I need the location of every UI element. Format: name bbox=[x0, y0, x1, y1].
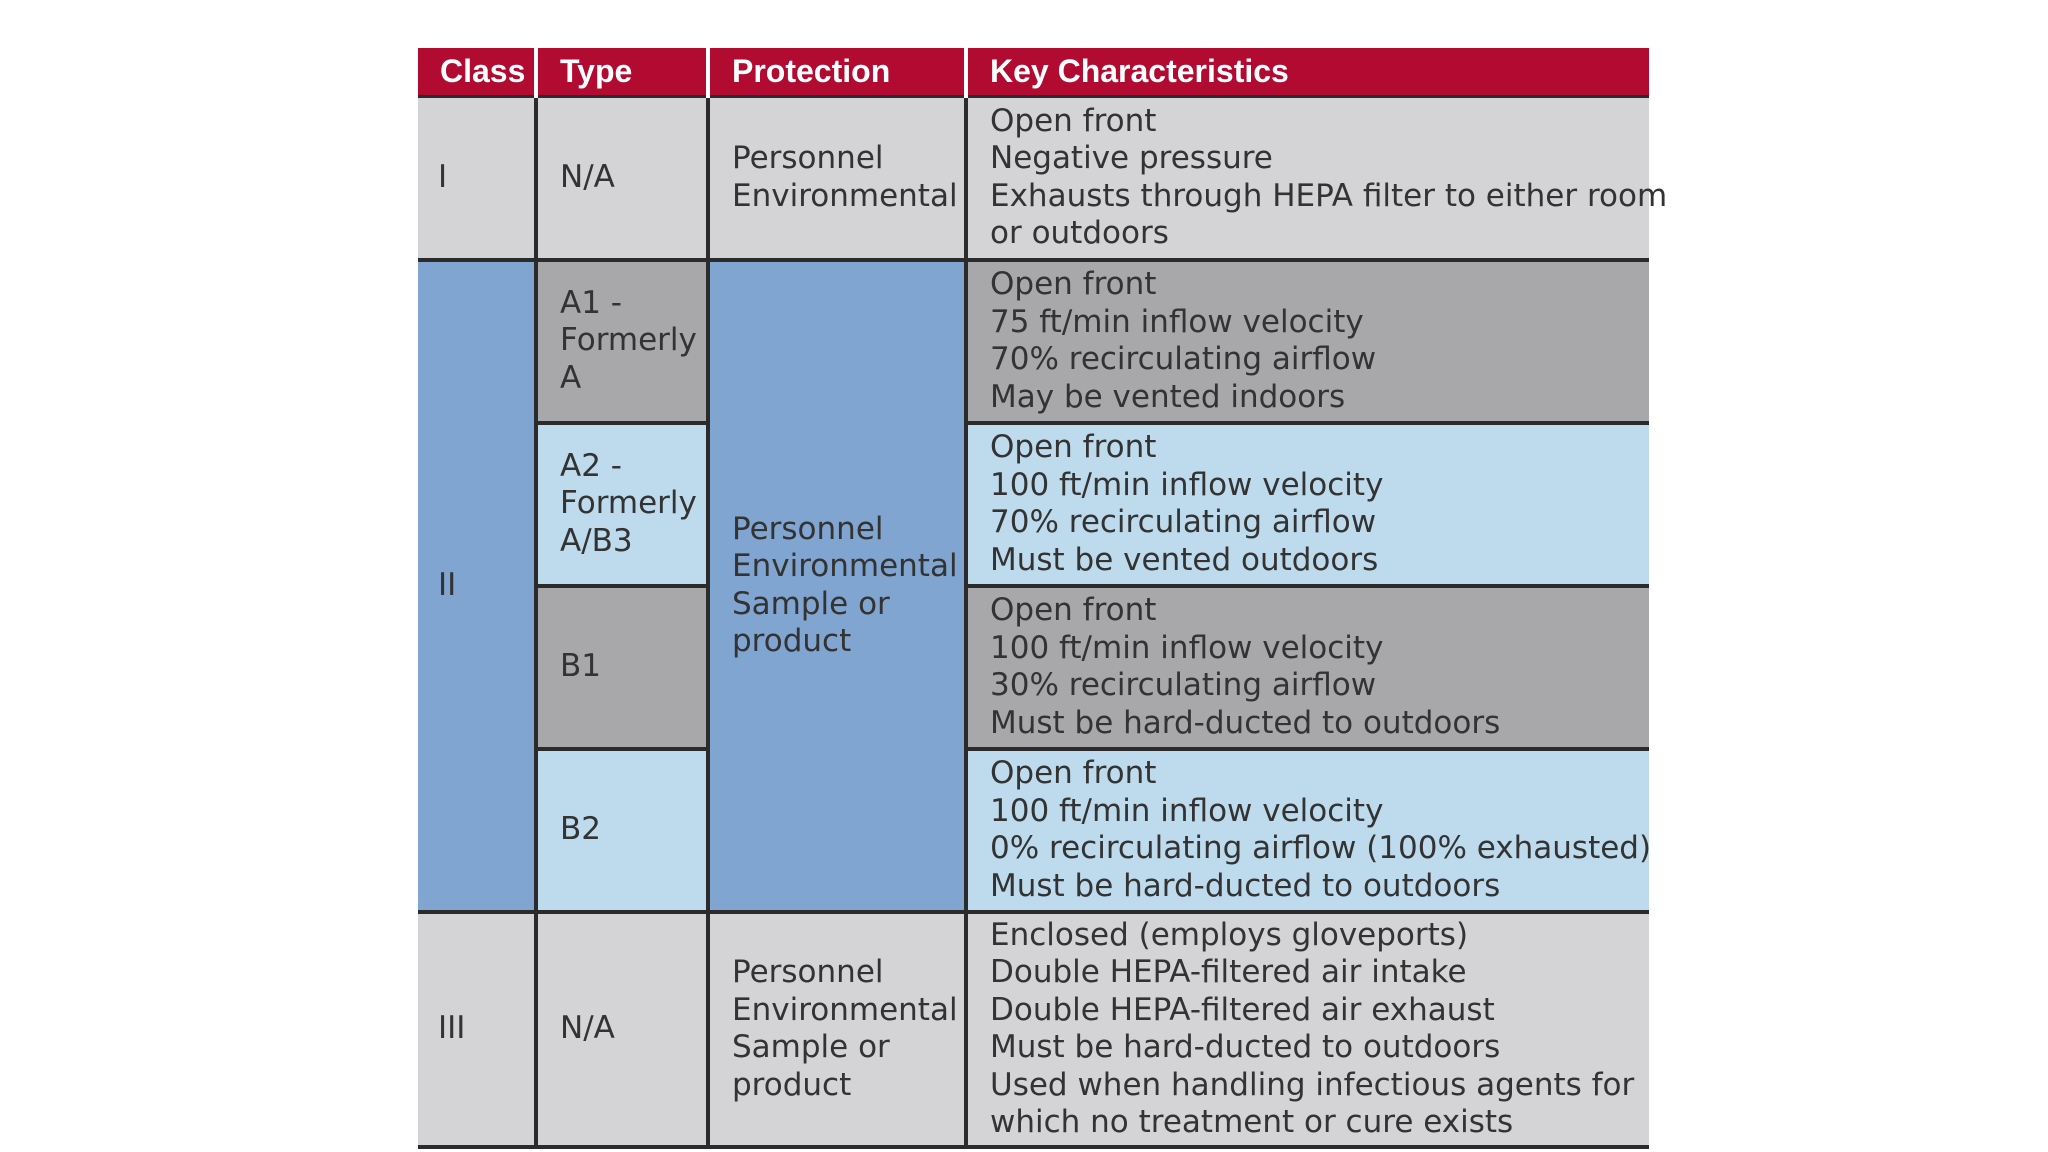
protection-cell: Personnel Environmental Sample or product bbox=[708, 260, 966, 912]
header-type: Type bbox=[536, 48, 708, 97]
type-cell: B1 bbox=[536, 586, 708, 749]
protection-cell: Personnel Environmental Sample or product bbox=[708, 912, 966, 1147]
class-label: I bbox=[438, 159, 448, 195]
header-row bbox=[418, 48, 1649, 97]
type-cell: N/A bbox=[536, 97, 708, 260]
header-key-characteristics: Key Characteristics bbox=[966, 48, 1649, 97]
header-class: Class bbox=[418, 48, 536, 97]
characteristics-cell: Open front Negative pressure Exhausts through HEPA filter to either room or outdoors bbox=[966, 97, 1649, 260]
characteristics-cell: Open front 100 ft/min inflow velocity 30% recirculating airflow Must be hard-ducted to outdoors bbox=[966, 586, 1649, 749]
header-protection: Protection bbox=[708, 48, 966, 97]
class-cell bbox=[418, 912, 536, 1147]
class-cell bbox=[418, 97, 536, 260]
class-cell bbox=[418, 260, 536, 912]
protection-cell: Personnel Environmental bbox=[708, 97, 966, 260]
class-label: III bbox=[438, 1010, 466, 1047]
type-cell: A2 - Formerly A/B3 bbox=[536, 423, 708, 586]
table-row bbox=[418, 97, 1649, 260]
type-cell: B2 bbox=[536, 749, 708, 912]
characteristics-cell: Open front 100 ft/min inflow velocity 0% recirculating airflow (100% exhausted) Must be hard-ducted to outdoors bbox=[966, 749, 1649, 912]
characteristics-cell: Open front 100 ft/min inflow velocity 70% recirculating airflow Must be vented outdoors bbox=[966, 423, 1649, 586]
table-row bbox=[418, 260, 1649, 423]
class-label: II bbox=[438, 566, 457, 603]
table-row bbox=[418, 423, 1649, 586]
table-row bbox=[418, 912, 1649, 1147]
biosafety-cabinet-table bbox=[418, 48, 1668, 1149]
type-cell: A1 - Formerly A bbox=[536, 260, 708, 423]
table-row bbox=[418, 586, 1649, 749]
characteristics-cell: Enclosed (employs gloveports) Double HEPA-filtered air intake Double HEPA-filtered air exhaust Must be hard-ducted to outdoors Used when handling infectious agents for which no treatment or cure exists bbox=[966, 912, 1649, 1147]
characteristics-cell: Open front 75 ft/min inflow velocity 70% recirculating airflow May be vented indoors bbox=[966, 260, 1649, 423]
type-cell: N/A bbox=[536, 912, 708, 1147]
table-row bbox=[418, 749, 1649, 912]
